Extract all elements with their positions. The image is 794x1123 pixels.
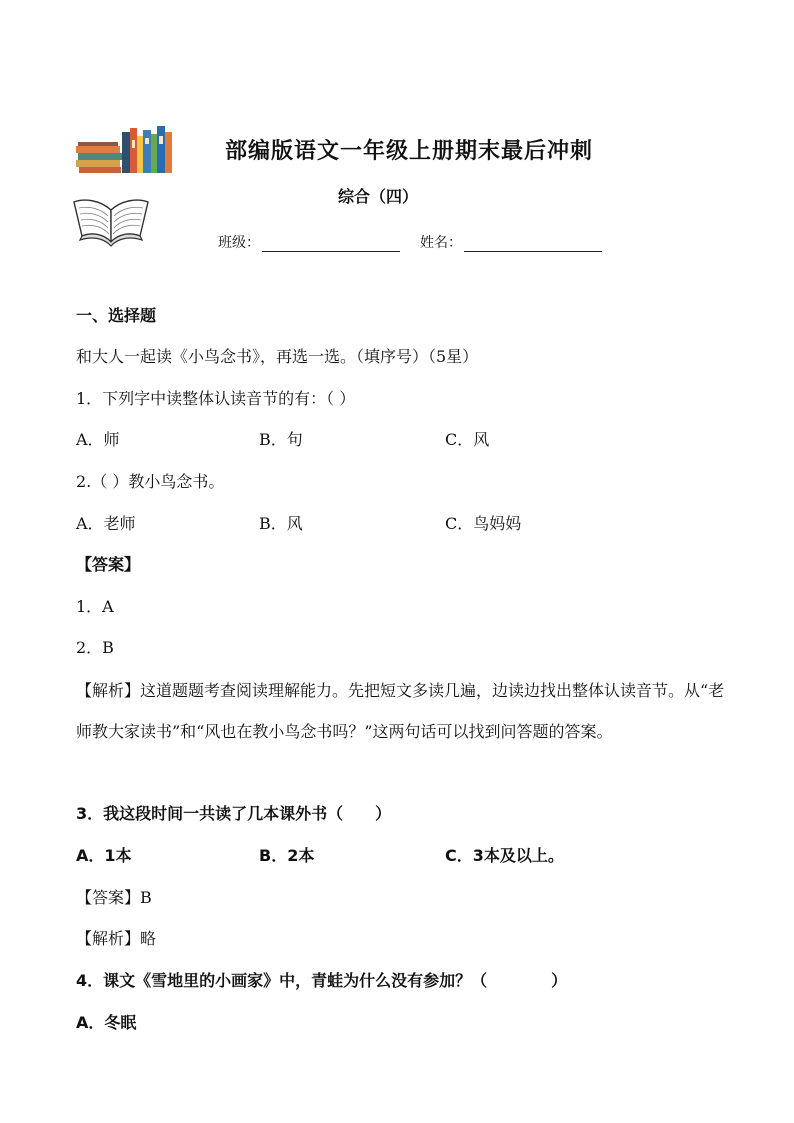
option: A．1本: [76, 846, 132, 865]
open-book-icon: [70, 192, 152, 248]
option: B．风: [259, 514, 303, 533]
answer-heading: 【答案】: [76, 555, 141, 574]
class-label: 班级：: [218, 235, 260, 251]
question-1: 1．下列字中读整体认读音节的有：（ ）: [76, 389, 356, 408]
page-subtitle: 综合（四）: [338, 187, 419, 206]
option: A．师: [76, 430, 120, 449]
name-field: [420, 232, 602, 252]
option: B．2本: [259, 846, 315, 865]
question-2: 2.（ ）教小鸟念书。: [76, 472, 225, 491]
option: A．冬眠: [76, 1013, 137, 1032]
question-3: 3．我这段时间一共读了几本课外书（ ）: [76, 804, 392, 823]
question-4: 4．课文《雪地里的小画家》中，青蛙为什么没有参加？（ ）: [76, 971, 568, 990]
page-title: 部编版语文一年级上册期末最后冲刺: [224, 139, 593, 164]
option: A．老师: [76, 514, 136, 533]
analysis-text: 【解析】这道题题考查阅读理解能力。先把短文多读几遍，边读边找出整体认读音节。从“老师教大家读书”和“风也在教小鸟念书吗？”这两句话可以找到问答题的答案。: [76, 681, 725, 741]
question-3-analysis: 【解析】略: [76, 929, 157, 948]
name-label: 姓名：: [420, 235, 462, 251]
name-blank: [464, 237, 602, 252]
class-blank: [262, 237, 400, 252]
question-3-answer: 【答案】B: [76, 888, 152, 907]
class-field: [218, 232, 400, 252]
answer-2: 2．B: [76, 638, 114, 657]
option: B．句: [259, 430, 303, 449]
answer-1: 1．A: [76, 597, 114, 616]
section-heading: 一、选择题: [76, 306, 157, 325]
option: C．风: [445, 430, 490, 449]
option: C．鸟妈妈: [445, 514, 522, 533]
option: C．3本及以上。: [445, 846, 564, 865]
section-intro: 和大人一起读《小鸟念书》，再选一选。（填序号）（5星）: [76, 347, 479, 366]
